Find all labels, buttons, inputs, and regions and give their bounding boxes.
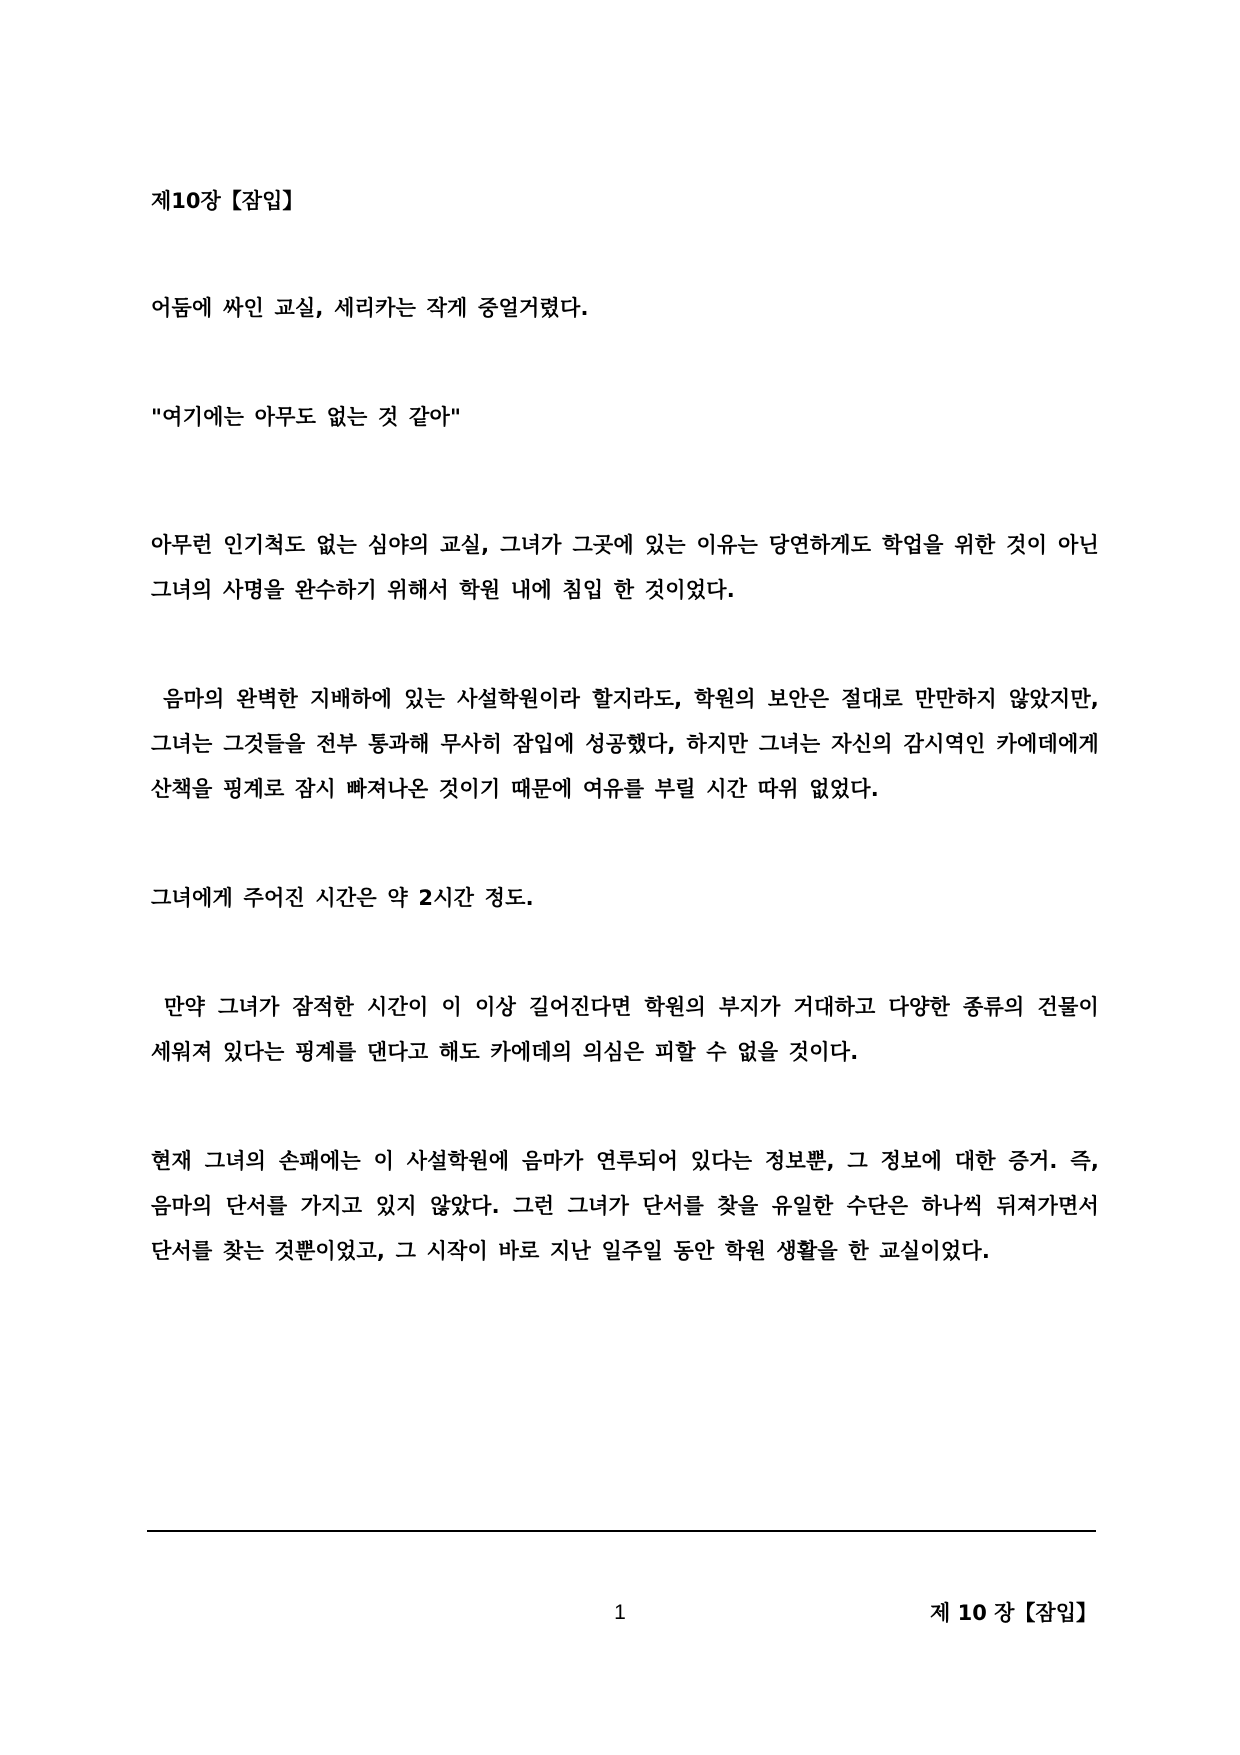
document-body bbox=[151, 182, 1110, 1274]
footer-divider bbox=[147, 1530, 1096, 1532]
paragraph: 그녀에게 주어진 시간은 약 2시간 정도. bbox=[151, 886, 534, 910]
paragraph: 아무런 인기척도 없는 심야의 교실, 그녀가 그곳에 있는 이유는 당연하게도 학업을 위한 것이 아닌 그녀의 사명을 완수하기 위해서 학원 내에 침입 한 것이었다. bbox=[151, 533, 1110, 602]
paragraph: 어둠에 싸인 교실, 세리카는 작게 중얼거렸다. bbox=[151, 296, 589, 320]
chapter-title: 제10장【잠입】 bbox=[151, 189, 304, 213]
footer-chapter-label: 제 10 장【잠입】 bbox=[930, 1601, 1097, 1625]
paragraph: 만약 그녀가 잠적한 시간이 이 이상 길어진다면 학원의 부지가 거대하고 다양한 종류의 건물이 세워져 있다는 핑계를 댄다고 해도 카에데의 의심은 피할 수 없을 것이다. bbox=[151, 995, 1110, 1064]
paragraph: "여기에는 아무도 없는 것 같아" bbox=[151, 405, 462, 429]
page-number: 1 bbox=[614, 1601, 626, 1624]
paragraph: 현재 그녀의 손패에는 이 사설학원에 음마가 연루되어 있다는 정보뿐, 그 정보에 대한 증거. 즉, 음마의 단서를 가지고 있지 않았다. 그런 그녀가 단서를 찾을 유일한 수단은 하나씩 뒤져가면서 단서를 찾는 것뿐이었고, 그 시작이 바로 지난 일주일 동안 학원 생활을 한 교실이었다. bbox=[151, 1149, 1099, 1263]
paragraph: 음마의 완벽한 지배하에 있는 사설학원이라 할지라도, 학원의 보안은 절대로 만만하지 않았지만, 그녀는 그것들을 전부 통과해 무사히 잠입에 성공했다, 하지만 그녀는 자신의 감시역인 카에데에게 산책을 핑계로 잠시 빠져나온 것이기 때문에 여유를 부릴 시간 따위 없었다. bbox=[151, 687, 1110, 801]
